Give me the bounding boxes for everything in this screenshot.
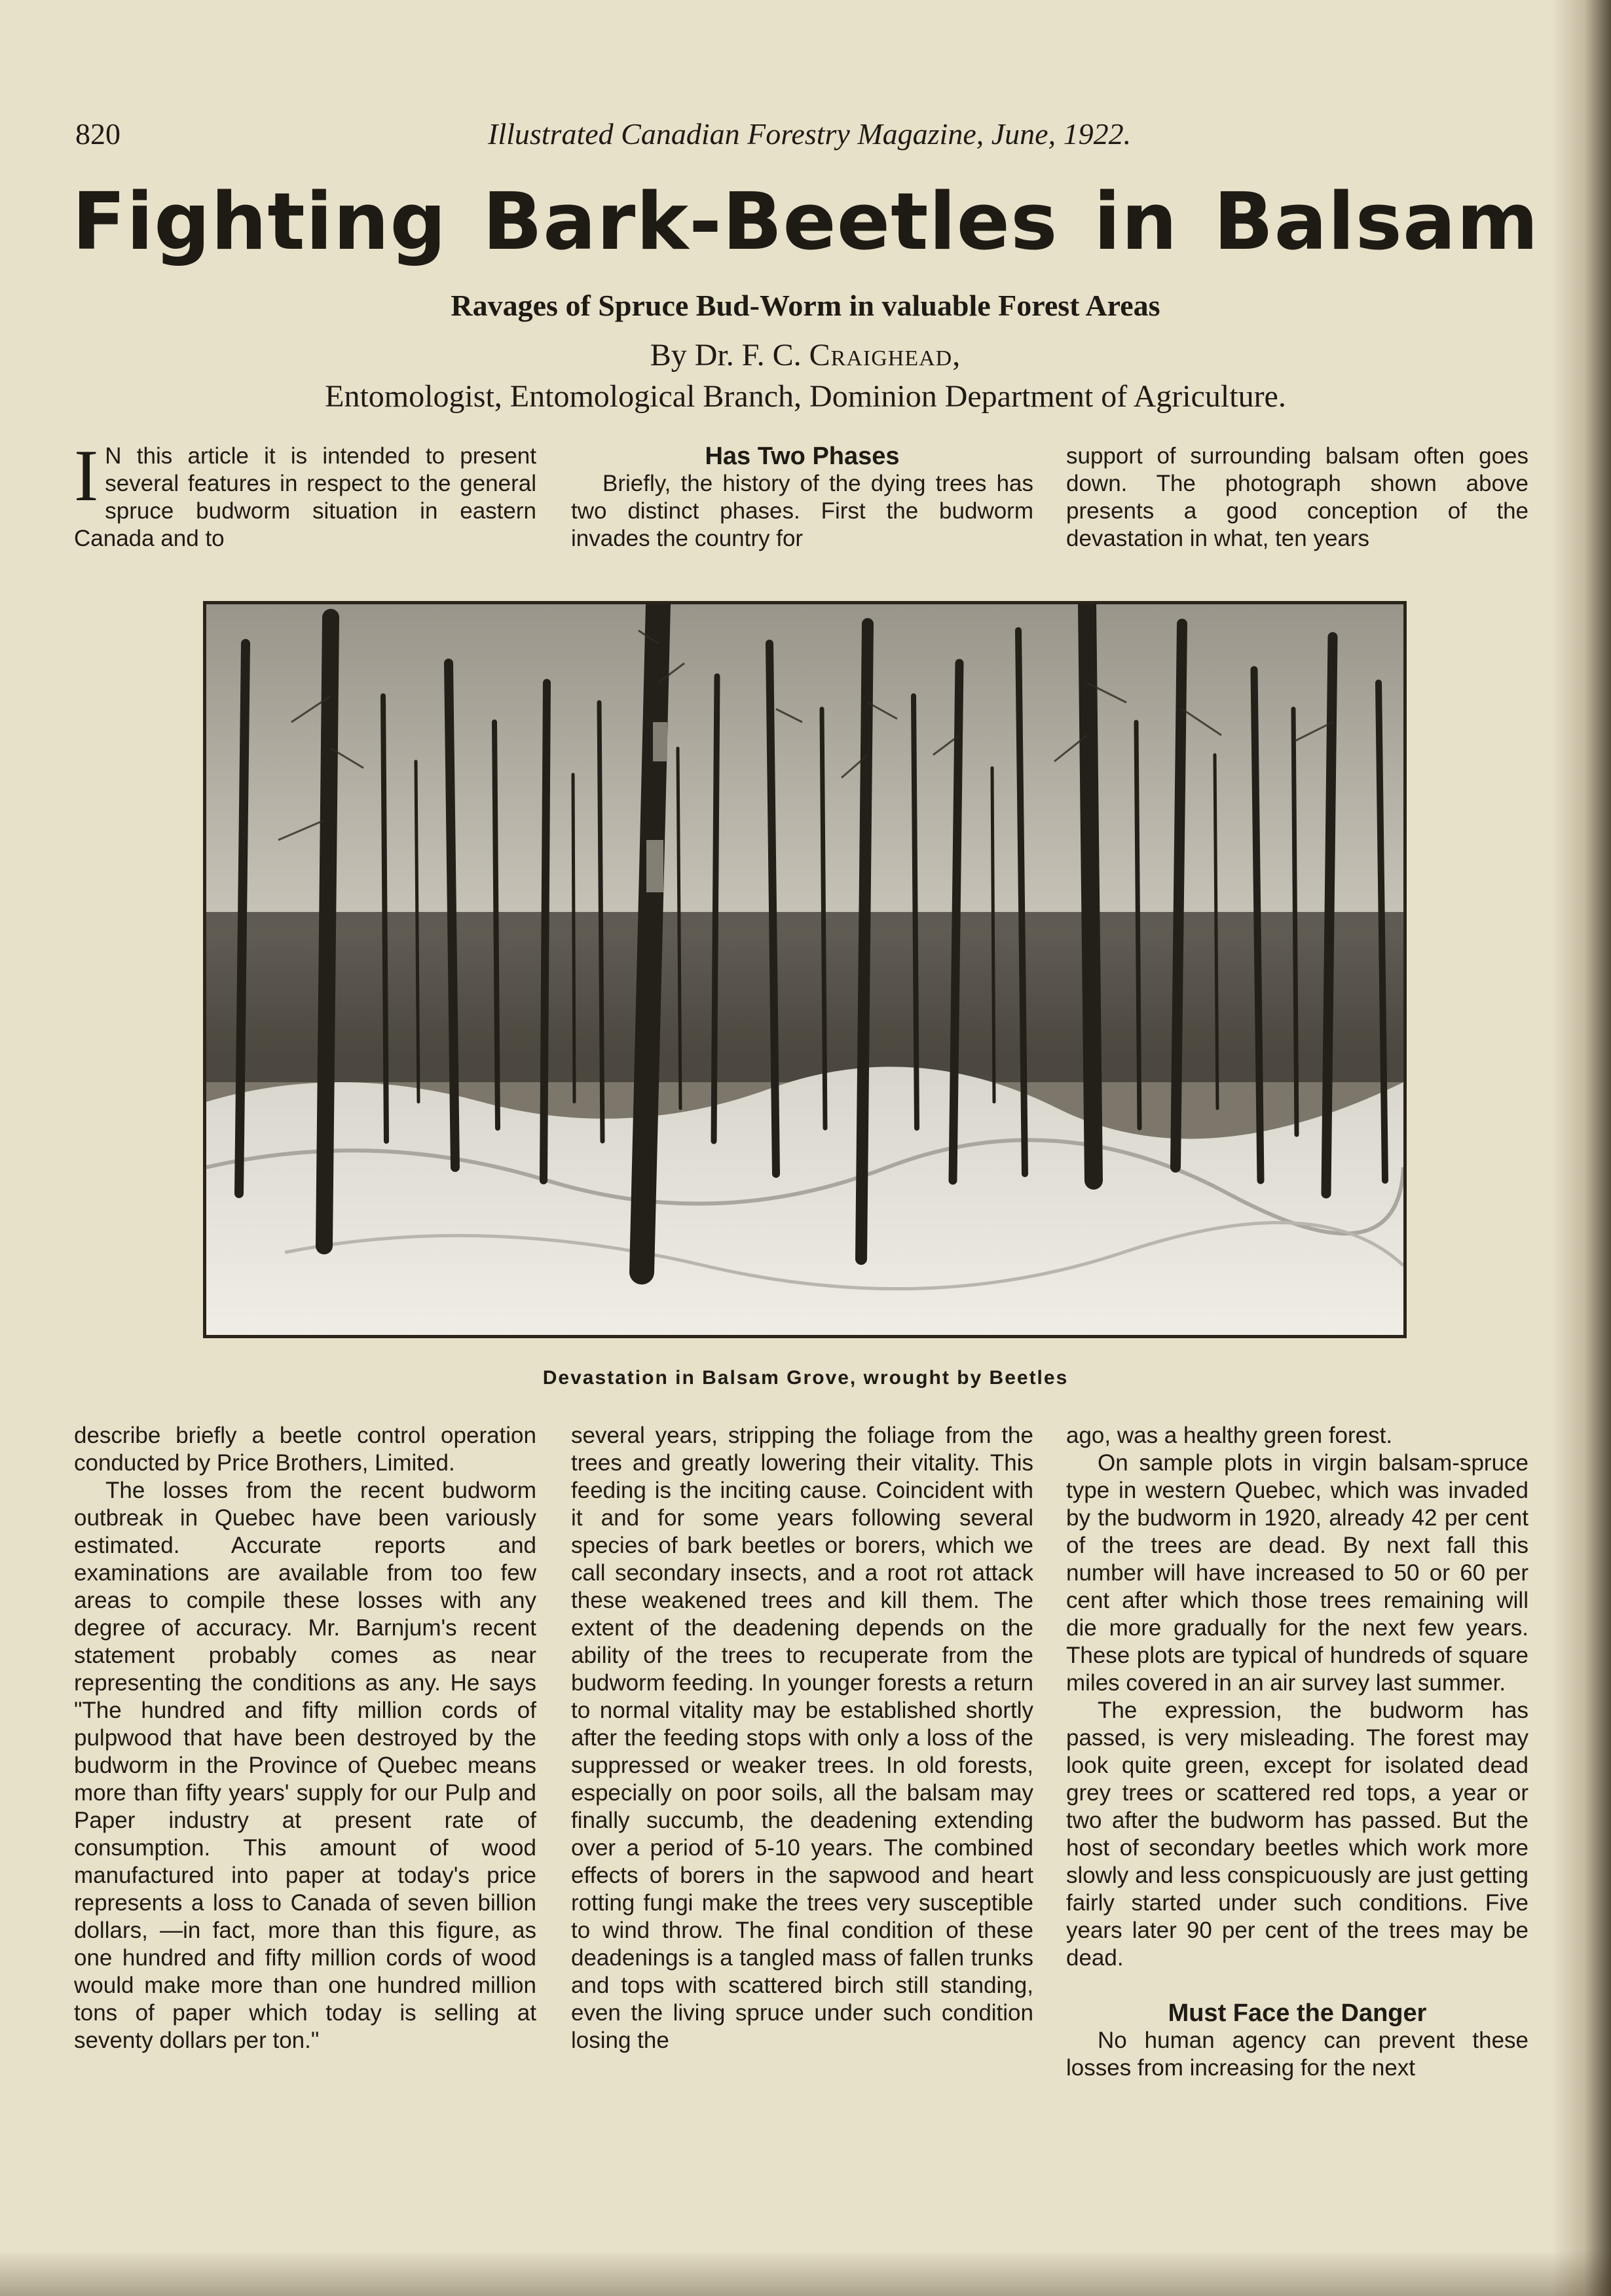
forest-scene-image [206, 604, 1403, 1335]
drop-cap: I [74, 435, 99, 517]
top-column-2-text: Briefly, the history of the dying trees has two distinct phases. First the budworm invades the country for [571, 471, 1033, 551]
bottom-column-2-paragraph-1: several years, stripping the foliage from the trees and greatly lowering their vitality. This feeding is the inciting cause. Coincident with it and for some years following several species of bark beetles or borers, which we call secondary insects, and a root rot attack these weakened trees and kill them. The extent of the deadening depends on the ability of the trees to recuperate from the budworm feeding. In younger forests a return to normal vitality may be established shortly after the feeding stops with only a loss of the suppressed or weaker trees. In old forests, especially on poor soils, all the balsam may finally succumb, the deadening extending over a period of 5-10 years. The combined effects of borers in the sapwood and heart rotting fungi make the trees very susceptible to wind throw. The final condition of these deadenings is a tangled mass of fallen trunks and tops with scattered birch still standing, even the living spruce under such condition losing the [571, 1423, 1033, 2053]
page-number: 820 [75, 117, 120, 151]
bottom-column-3-paragraph-3: The expression, the budworm has passed, is very misleading. The forest may look quite green, except for isolated dead grey trees or scattered red tops, a year or two after the budworm has passed. But the host of secondary beetles which work more slowly and less conspicuously are just getting fairly started under such conditions. Five years later 90 per cent of the trees may be dead. [1066, 1698, 1528, 1971]
bottom-column-3-paragraph-4: No human agency can prevent these losses from increasing for the next [1066, 2028, 1528, 2081]
byline [0, 337, 1611, 373]
bottom-column-1-paragraph-1: describe briefly a beetle control operation conducted by Price Brothers, Limited. [74, 1423, 536, 1476]
forest-photograph [203, 601, 1407, 1338]
bottom-column-3-paragraph-2: On sample plots in virgin balsam-spruce type in western Quebec, which was invaded by the budworm in 1920, already 42 per cent of the trees are dead. By next fall this number will have increased to 50 or 60 per cent after which those trees remaining will die more gradually for the next few years. These plots are typical of hundreds of square miles covered in an air survey last summer. [1066, 1450, 1528, 1696]
page-bottom-shadow [0, 2250, 1611, 2296]
byline-prefix: By Dr. F. C. [650, 338, 809, 373]
bottom-column-3-paragraph-1: ago, was a healthy green forest. [1066, 1423, 1393, 1448]
article-subtitle: Ravages of Spruce Bud-Worm in valuable Forest Areas [451, 289, 1160, 322]
article-title: Fighting Bark-Beetles in Balsam [72, 177, 1539, 268]
bottom-column-1 [74, 1422, 536, 2054]
top-column-3 [1066, 443, 1528, 553]
author-name: Craighead, [809, 338, 961, 373]
section-heading-has-two-phases: Has Two Phases [705, 443, 900, 470]
top-column-1 [74, 435, 536, 553]
top-column-1-text: N this article it is intended to present several features in respect to the general spruce budworm situation in eastern Canada and to [74, 443, 536, 551]
bottom-column-2 [571, 1422, 1033, 2054]
section-heading-must-face-the-danger: Must Face the Danger [1168, 1999, 1427, 2027]
running-head: Illustrated Canadian Forestry Magazine, June, 1922. [488, 117, 1132, 151]
top-column-2 [571, 443, 1033, 553]
top-column-3-text: support of surrounding balsam often goes down. The photograph shown above presents a good conception of the devastation in what, ten years [1066, 443, 1528, 551]
bottom-column-1-paragraph-2: The losses from the recent budworm outbreak in Quebec have been variously estimated. Accurate reports and examinations are available from too few areas to compile these losses with any degree of accuracy. Mr. Barnjum's recent statement probably comes as near representing the conditions as any. He says "The hundred and fifty million cords of pulpwood that have been destroyed by the budworm in the Province of Quebec means more than fifty years' supply for our Pulp and Paper industry at present rate of consumption. This amount of wood manufactured into paper at today's price represents a loss to Canada of seven billion dollars, —in fact, more than this figure, as one hundred and fifty million cords of wood would make more than one hundred million tons of paper which today is selling at seventy dollars per ton." [74, 1478, 536, 2053]
bottom-column-3 [1066, 1422, 1528, 2082]
photo-caption: Devastation in Balsam Grove, wrought by Beetles [542, 1367, 1069, 1389]
author-affiliation: Entomologist, Entomological Branch, Dominion Department of Agriculture. [325, 379, 1286, 414]
